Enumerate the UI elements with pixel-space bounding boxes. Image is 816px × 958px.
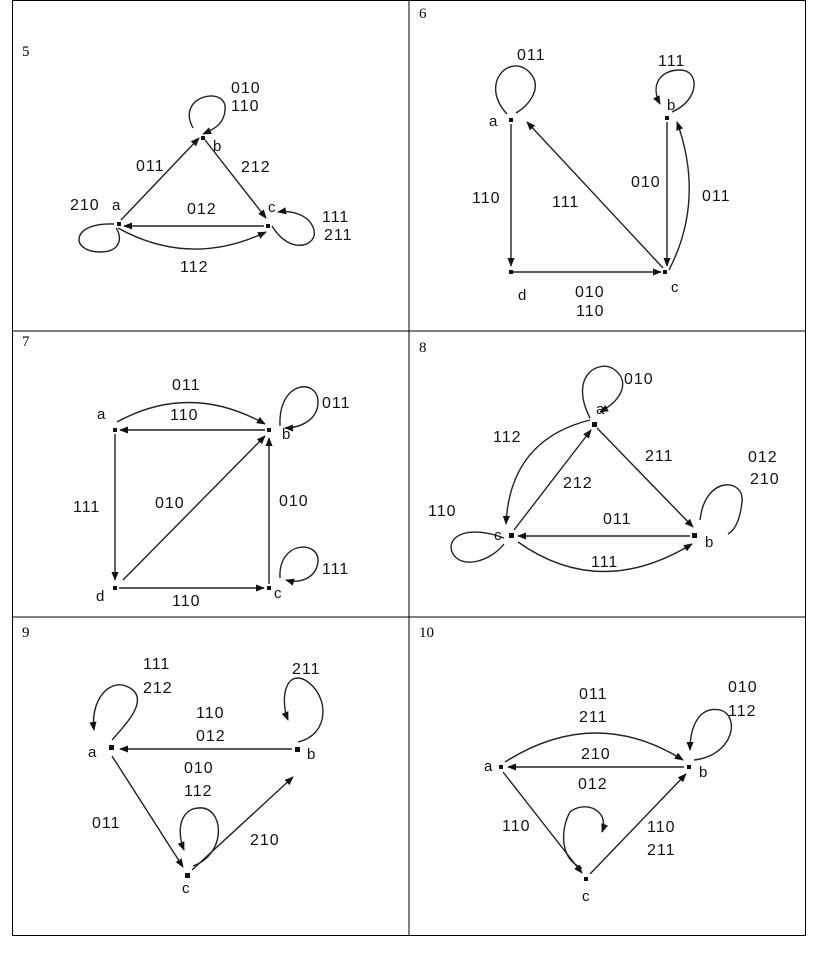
state-a-label: a — [596, 401, 605, 418]
state-c-dot — [584, 877, 588, 881]
label-d-c-1: 010 — [575, 284, 605, 301]
state-c-dot — [509, 533, 514, 538]
state-b-dot — [665, 116, 669, 120]
label-b-c: 011 — [603, 511, 632, 528]
loop-a — [79, 224, 119, 252]
state-a-dot — [109, 745, 114, 750]
label-a-c: 110 — [502, 818, 531, 835]
cell-number: 5 — [22, 44, 30, 60]
state-b-label: b — [667, 97, 676, 114]
state-b-label: b — [213, 138, 222, 155]
edge-c-b — [669, 122, 689, 270]
label-c-b-2: 211 — [647, 842, 676, 859]
label-c-b: 011 — [702, 188, 731, 205]
state-c-label: c — [182, 880, 190, 897]
diagram-9 — [22, 625, 323, 897]
loop-a — [496, 66, 536, 114]
state-a-dot — [113, 428, 117, 432]
label-loop-a: 210 — [70, 197, 100, 214]
state-b-dot — [687, 765, 691, 769]
edge-c-a — [527, 122, 663, 268]
label-loop-a: 011 — [517, 47, 546, 64]
label-loop-a-1: 111 — [143, 656, 171, 673]
label-b-c: 010 — [631, 174, 661, 191]
label-loop-c-1: 010 — [184, 760, 214, 777]
label-a-b: 011 — [172, 377, 201, 394]
label-b-c: 212 — [241, 159, 271, 176]
label-loop-b-2: 112 — [728, 703, 757, 720]
loop-c — [272, 212, 314, 246]
loop-c — [564, 807, 604, 868]
loop-c — [180, 808, 218, 866]
loop-b — [280, 387, 318, 428]
label-c-b: 111 — [591, 554, 619, 571]
label-a-d: 110 — [472, 190, 501, 207]
diagram-6 — [419, 6, 731, 320]
diagram-8 — [419, 340, 780, 572]
label-loop-c-2: 112 — [184, 783, 213, 800]
label-a-b-2: 211 — [579, 709, 608, 726]
label-c-b: 210 — [250, 832, 280, 849]
label-b-a-2: 012 — [196, 728, 226, 745]
state-a-label: a — [112, 197, 121, 214]
label-d-c-2: 110 — [576, 303, 605, 320]
state-a-dot — [499, 765, 503, 769]
label-b-a: 110 — [170, 407, 199, 424]
state-d-dot — [509, 270, 513, 274]
state-a-label: a — [484, 758, 493, 775]
label-loop-c: 110 — [428, 503, 457, 520]
label-a-c: 112 — [180, 259, 209, 276]
label-loop-b-1: 010 — [728, 679, 758, 696]
state-c-dot — [267, 586, 271, 590]
state-b-dot — [267, 428, 271, 432]
label-loop-c: 012 — [578, 776, 608, 793]
label-loop-b-1: 012 — [748, 449, 778, 466]
label-a-b: 211 — [645, 448, 674, 465]
label-loop-c: 111 — [322, 561, 350, 578]
diagram-5 — [22, 44, 353, 276]
state-b-label: b — [282, 426, 291, 443]
state-d-label: d — [96, 588, 105, 605]
loop-b — [189, 96, 225, 134]
label-a-b: 011 — [136, 158, 165, 175]
state-a-label: a — [88, 744, 97, 761]
cell-number: 10 — [419, 625, 434, 641]
label-loop-b: 011 — [322, 395, 351, 412]
state-a-dot — [509, 118, 513, 122]
state-c-label: c — [494, 527, 502, 544]
label-c-a: 212 — [563, 475, 593, 492]
loop-a — [93, 685, 137, 740]
state-c-label: c — [582, 888, 590, 905]
state-c-dot — [266, 224, 270, 228]
state-b-dot — [201, 136, 205, 140]
label-loop-a: 010 — [624, 371, 654, 388]
loop-b — [284, 678, 323, 742]
label-loop-b: 211 — [292, 661, 321, 678]
state-c-dot — [663, 270, 667, 274]
state-b-label: b — [699, 764, 708, 781]
edge-a-c — [112, 756, 183, 867]
state-c-label: c — [268, 199, 276, 216]
cell-number: 7 — [22, 334, 30, 350]
cell-number: 6 — [419, 6, 427, 22]
loop-b — [690, 709, 731, 760]
state-a-label: a — [489, 113, 498, 130]
state-b-dot — [295, 747, 300, 752]
cell-number: 9 — [22, 625, 30, 641]
label-b-a-1: 110 — [196, 705, 225, 722]
state-a-dot — [592, 422, 597, 427]
state-d-dot — [113, 586, 117, 590]
cell-number: 8 — [419, 340, 427, 356]
state-c-dot — [185, 873, 190, 878]
label-a-c: 011 — [92, 815, 121, 832]
state-c-label: c — [274, 585, 282, 602]
state-b-label: b — [705, 534, 714, 551]
label-loop-b-2: 110 — [231, 98, 260, 115]
state-c-label: c — [671, 279, 679, 296]
label-a-b-1: 011 — [579, 686, 608, 703]
label-loop-c-2: 211 — [324, 227, 353, 244]
state-a-label: a — [97, 406, 106, 423]
edge-d-b — [123, 436, 265, 580]
loop-a — [583, 366, 623, 418]
diagram-7 — [22, 334, 351, 610]
label-a-d: 111 — [73, 499, 101, 516]
state-a-dot — [117, 222, 121, 226]
label-c-a: 111 — [552, 194, 580, 211]
state-b-dot — [692, 533, 697, 538]
loop-c — [280, 547, 318, 581]
state-b-label: b — [307, 746, 316, 763]
label-c-b-1: 110 — [647, 819, 676, 836]
label-d-c: 110 — [172, 593, 201, 610]
diagram-10 — [419, 625, 758, 905]
label-loop-b-1: 010 — [231, 80, 261, 97]
edge-a-c — [118, 228, 266, 249]
label-a-c: 112 — [493, 429, 522, 446]
label-loop-c-1: 111 — [322, 209, 350, 226]
label-c-a: 012 — [187, 201, 217, 218]
loop-b — [700, 485, 742, 534]
table-grid — [12, 0, 806, 936]
label-c-b: 010 — [279, 493, 309, 510]
label-d-b: 010 — [155, 495, 185, 512]
label-b-a: 210 — [581, 746, 611, 763]
state-d-label: d — [518, 287, 527, 304]
label-loop-a-2: 212 — [143, 680, 173, 697]
label-loop-b: 111 — [658, 53, 686, 70]
label-loop-b-2: 210 — [750, 471, 780, 488]
